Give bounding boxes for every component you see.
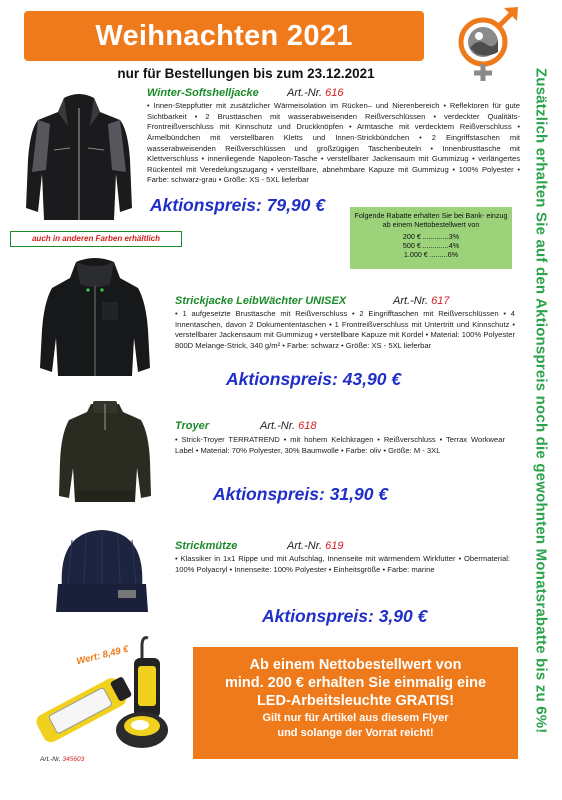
art-number: 617 — [431, 295, 450, 307]
promo-line: LED-Arbeitsleuchte GRATIS! — [256, 693, 455, 710]
sidebar-monthly-discount — [528, 16, 554, 786]
product-desc-troyer: • Strick-Troyer TERRATREND • mit hohem Kelchkragen • Reißverschluss • Terrax Workwear Label • Material: 70% Polyester, 30% Baumwolle • Farbe: oliv • Größe: M - 3XL — [175, 435, 505, 455]
beanie-image — [48, 526, 156, 618]
title-banner — [24, 11, 424, 61]
promo-box — [193, 647, 518, 759]
art-label: Art.-Nr. — [260, 420, 296, 432]
page-title: Weihnachten 2021 — [95, 20, 353, 52]
rabatt-row: 200 € .............3% — [402, 231, 460, 241]
logo-icon — [448, 4, 526, 84]
price-softshell: Aktionspreis: 79,90 € — [150, 195, 326, 215]
art-no-knit-jacket — [393, 295, 449, 307]
knit-jacket-image — [36, 258, 154, 380]
promo-line: und solange der Vorrat reicht! — [277, 726, 434, 739]
rabatt-row: 1.000 € .........6% — [403, 250, 459, 260]
art-label: Art.-Nr. — [393, 295, 429, 307]
art-number: 619 — [325, 540, 344, 552]
product-name-softshell: Winter-Softshelljacke — [147, 87, 259, 99]
colors-note: auch in anderen Farben erhältlich — [10, 231, 182, 247]
troyer-image — [57, 398, 153, 506]
product-desc-beanie: • Klassiker in 1x1 Rippe und mit Aufschlag, Innenseite mit wärmendem Wirkfutter • Obermaterial: 100% Polyacryl • Innenseite: 100% Polyester • Einheitsgröße • Farbe: marine — [175, 554, 510, 574]
price-knit-jacket: Aktionspreis: 43,90 € — [226, 369, 402, 389]
product-name-beanie: Strickmütze — [175, 540, 238, 552]
art-label: Art.-Nr. — [287, 540, 323, 552]
art-number: 616 — [325, 87, 344, 99]
price-beanie: Aktionspreis: 3,90 € — [262, 606, 428, 626]
product-name-knit-jacket: Strickjacke LeibWächter UNISEX — [175, 295, 347, 307]
product-name-troyer: Troyer — [175, 420, 210, 432]
art-no-beanie — [287, 540, 343, 552]
product-desc-softshell: • Innen-Steppfutter mit zusätzlicher Wärmeisolation im Rücken– und Nierenbereich • Reflektoren für gute Sichtbarkeit • 2 Brusttaschen mit wasserabweisenden Reißverschlüssen • verdeckter Qualitäts-Frontreißverschluss mit Kinnschutz und Druckknöpfen • Armtasche mit verdecktem Reißverschluss • Ärmelbündchen mit verstellbaren Kletts und Innen-Strickbündchen • 2 Eingriffstaschen mit wasserabweisenden Reißverschlüssen und großzügigen Taschenbeuteln • Innenbrusttasche mit Klettverschluss • innenliegende Napoleon-Tasche • verstellbarer Jackensaum mit Gummizug • verlängertes Rückenteil mit Veredelungszugang • verstellbare, abnehmbare Kapuze mit Gummizug • 100% Polyester • Farbe: schwarz-grau • Größe: XS - 5XL lieferbar — [147, 101, 520, 185]
rabatt-intro: Folgende Rabatte erhalten Sie bei Bank- einzug ab einem Nettobestellwert von — [354, 211, 508, 230]
art-no-softshell — [287, 87, 343, 99]
price-troyer: Aktionspreis: 31,90 € — [213, 484, 389, 504]
sidebar-text: Zusätzlich erhalten Sie auf den Aktionspreis noch die gewohnten Monatsrabatte bis zu 6%! — [532, 68, 550, 734]
promo-line: mind. 200 € erhalten Sie einmalig eine — [224, 675, 487, 692]
rabatt-box — [350, 207, 512, 269]
softshell-jacket-image — [20, 90, 138, 228]
art-number: 618 — [298, 420, 317, 432]
promo-line: Gilt nur für Artikel aus diesem Flyer — [262, 712, 449, 725]
order-deadline: nur für Bestellungen bis zum 23.12.2021 — [117, 66, 375, 81]
art-no-led — [40, 756, 84, 763]
art-no-troyer — [260, 420, 316, 432]
art-label: Art.-Nr. — [40, 756, 61, 763]
rabatt-row: 500 € .............4% — [402, 241, 460, 251]
art-number: 345603 — [62, 756, 85, 763]
product-desc-knit-jacket: • 1 aufgesetzte Brusttasche mit Reißverschluss • 2 Eingrifftaschen mit Reißverschlüssen • 4 Innentaschen, davon 2 Dokumententaschen • 1 Frontreißverschluss mit Untertritt und Kinnschutz • verstellbarer Jackensaum mit Gummizug • verstellbare Kapuze mit Kordel • Material: 100% Polyester 800D Melange-Strick, 340 g/m² • Farbe: schwarz • Größe: XS - 5XL lieferbar — [175, 309, 515, 350]
promo-line: Ab einem Nettobestellwert von — [249, 657, 462, 673]
led-value: Wert: 8,49 € — [75, 643, 130, 668]
art-label: Art.-Nr. — [287, 87, 323, 99]
